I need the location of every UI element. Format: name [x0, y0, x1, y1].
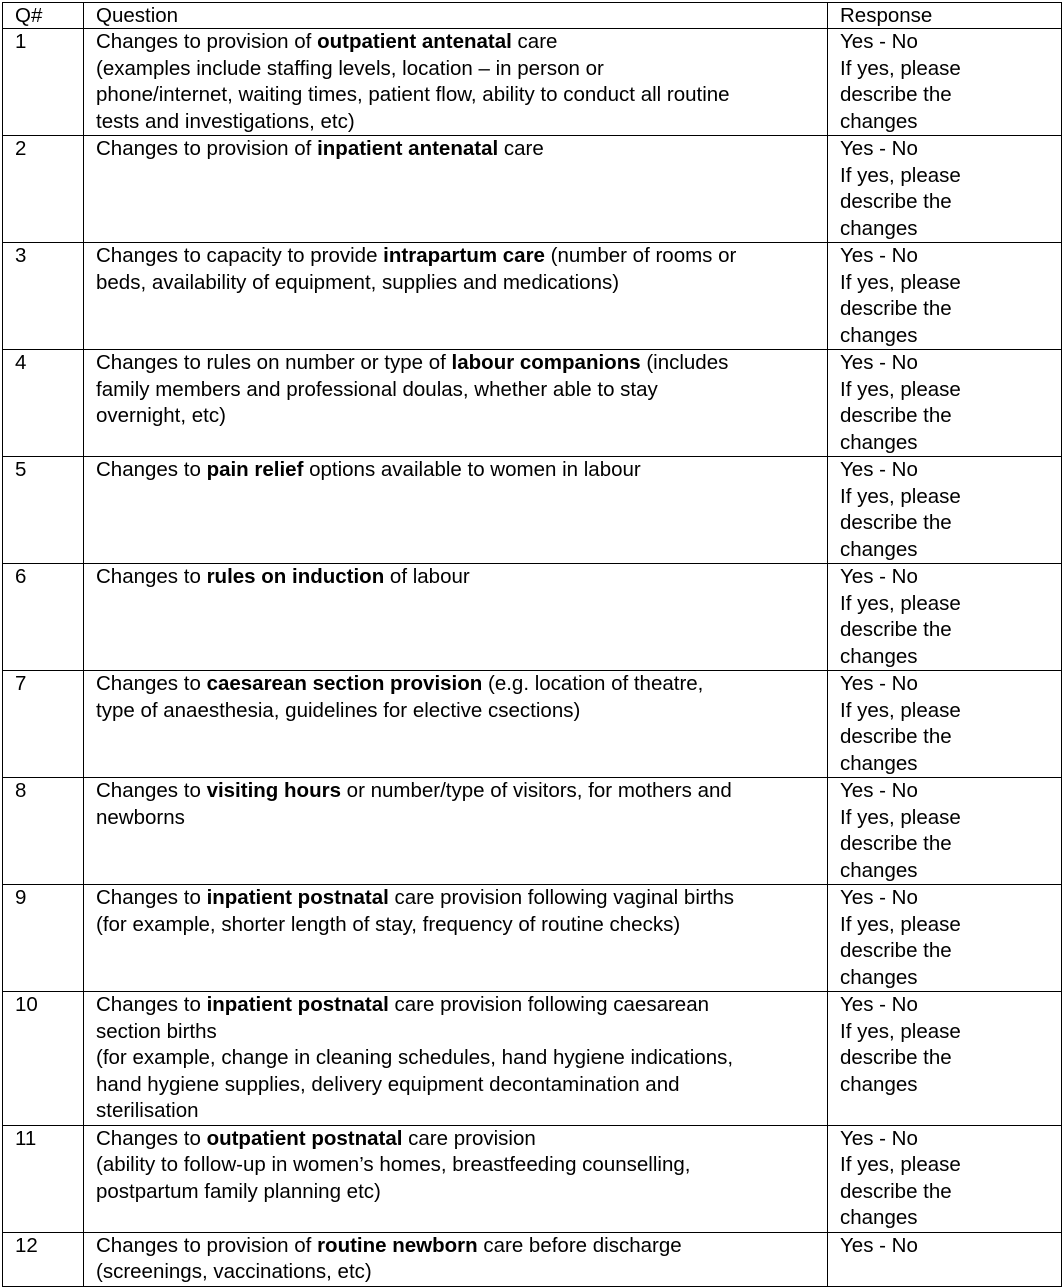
question-text: [84, 1232, 828, 1286]
question-emphasis: inpatient postnatal: [206, 886, 389, 909]
question-number: 3: [3, 243, 84, 350]
question-text: [84, 1125, 828, 1232]
response-instruction: describe the: [840, 83, 952, 106]
response-instruction: If yes, please: [840, 1153, 961, 1176]
question-emphasis: inpatient postnatal: [206, 993, 389, 1016]
question-number: 2: [3, 136, 84, 243]
question-fragment: Changes to rules on number or type of: [96, 351, 452, 374]
response-instruction: describe the: [840, 618, 952, 641]
question-line: [96, 1152, 827, 1179]
table-row: [3, 350, 1062, 457]
response-options: Yes - No: [840, 886, 918, 909]
table-row: [3, 1232, 1062, 1286]
response-instruction: changes: [840, 1206, 918, 1229]
question-emphasis: labour companions: [451, 351, 641, 374]
table-row: [3, 671, 1062, 778]
response-instruction: describe the: [840, 832, 952, 855]
table-row: [3, 457, 1062, 564]
response-instruction: changes: [840, 323, 918, 347]
response-cell: [828, 243, 1062, 350]
question-emphasis: pain relief: [206, 458, 304, 481]
question-number: 11: [3, 1125, 84, 1232]
question-fragment: (for example, change in cleaning schedules, hand hygiene indications,: [96, 1046, 734, 1069]
question-line: [96, 698, 827, 725]
question-fragment: overnight, etc): [96, 404, 226, 427]
response-options: Yes - No: [840, 351, 918, 374]
response-options: Yes - No: [840, 244, 918, 267]
response-instruction: changes: [840, 751, 918, 775]
question-line: [96, 1233, 827, 1260]
question-emphasis: caesarean section provision: [206, 672, 483, 695]
question-fragment: care provision following vaginal births: [388, 886, 735, 909]
response-cell: [828, 1125, 1062, 1232]
question-fragment: (e.g. location of theatre,: [482, 672, 704, 695]
question-number: 10: [3, 992, 84, 1126]
response-instruction: describe the: [840, 1179, 952, 1203]
question-text: [84, 243, 828, 350]
question-fragment: Changes to provision of: [96, 137, 318, 160]
response-instruction: If yes, please: [840, 591, 961, 615]
question-fragment: Changes to: [96, 565, 207, 588]
response-options: Yes - No: [840, 672, 918, 695]
response-instruction: describe the: [840, 725, 952, 748]
header-num: Q#: [3, 3, 84, 29]
response-options: Yes - No: [840, 137, 918, 160]
question-line: [96, 29, 827, 56]
question-line: [96, 457, 827, 484]
question-line: [96, 82, 827, 109]
response-cell: [828, 350, 1062, 457]
response-instruction: describe the: [840, 939, 952, 962]
question-text: [84, 136, 828, 243]
question-emphasis: routine newborn: [317, 1233, 478, 1257]
question-line: [96, 56, 827, 83]
question-emphasis: intrapartum care: [383, 244, 545, 267]
table-row: [3, 885, 1062, 992]
response-instruction: If yes, please: [840, 377, 961, 401]
response-options: Yes - No: [840, 993, 918, 1016]
table-row: [3, 243, 1062, 350]
table-row: [3, 1125, 1062, 1232]
question-number: 9: [3, 885, 84, 992]
table-row: [3, 992, 1062, 1126]
response-instruction: describe the: [840, 190, 952, 213]
header-response: Response: [828, 3, 1062, 29]
response-cell: [828, 671, 1062, 778]
question-line: [96, 350, 827, 377]
table-header: [3, 3, 1062, 29]
question-fragment: Changes to: [96, 779, 207, 802]
question-line: [96, 1098, 827, 1125]
survey-table: [2, 2, 1062, 1287]
response-options: Yes - No: [840, 458, 918, 481]
response-instruction: If yes, please: [840, 698, 961, 722]
question-fragment: newborns: [96, 805, 185, 829]
question-fragment: beds, availability of equipment, supplies and medications): [96, 270, 620, 294]
question-fragment: phone/internet, waiting times, patient flow, ability to conduct all routine: [96, 83, 730, 106]
response-options: Yes - No: [840, 30, 918, 53]
response-cell: [828, 778, 1062, 885]
question-fragment: family members and professional doulas, whether able to stay: [96, 377, 658, 401]
question-line: [96, 671, 827, 698]
response-instruction: changes: [840, 858, 918, 882]
question-fragment: (includes: [640, 351, 729, 374]
question-fragment: (screenings, vaccinations, etc): [96, 1260, 372, 1283]
question-line: [96, 885, 827, 912]
response-instruction: changes: [840, 537, 918, 561]
response-cell: [828, 29, 1062, 136]
question-fragment: care provision following caesarean: [388, 993, 709, 1016]
response-instruction: changes: [840, 430, 918, 454]
question-fragment: Changes to: [96, 886, 207, 909]
question-fragment: section births: [96, 1019, 217, 1043]
question-text: [84, 564, 828, 671]
question-fragment: hand hygiene supplies, delivery equipment decontamination and: [96, 1072, 680, 1096]
question-fragment: care provision: [402, 1126, 536, 1150]
table-row: [3, 564, 1062, 671]
question-emphasis: outpatient antenatal: [317, 30, 512, 53]
question-number: 8: [3, 778, 84, 885]
response-instruction: If yes, please: [840, 163, 961, 187]
question-line: [96, 564, 827, 591]
table-body: [3, 29, 1062, 1287]
question-text: [84, 29, 828, 136]
question-number: 7: [3, 671, 84, 778]
question-fragment: Changes to: [96, 993, 207, 1016]
question-fragment: Changes to provision of: [96, 1233, 318, 1257]
response-instruction: changes: [840, 216, 918, 240]
question-line: [96, 243, 827, 270]
question-text: [84, 671, 828, 778]
question-fragment: of labour: [384, 565, 470, 588]
question-line: [96, 1045, 827, 1072]
table-row: [3, 29, 1062, 136]
response-cell: [828, 564, 1062, 671]
question-fragment: care: [511, 30, 558, 53]
table-row: [3, 778, 1062, 885]
question-fragment: (number of rooms or: [544, 244, 737, 267]
header-row: [3, 3, 1062, 29]
question-emphasis: outpatient postnatal: [206, 1126, 403, 1150]
response-cell: [828, 1232, 1062, 1286]
response-options: Yes - No: [840, 565, 918, 588]
question-line: [96, 109, 827, 136]
question-number: 4: [3, 350, 84, 457]
response-instruction: If yes, please: [840, 912, 961, 936]
question-line: [96, 805, 827, 832]
response-instruction: changes: [840, 1072, 918, 1096]
question-fragment: (examples include staffing levels, location – in person or: [96, 56, 604, 80]
question-line: [96, 270, 827, 297]
response-instruction: changes: [840, 965, 918, 989]
question-fragment: (for example, shorter length of stay, frequency of routine checks): [96, 912, 681, 936]
header-question: Question: [84, 3, 828, 29]
response-instruction: If yes, please: [840, 270, 961, 294]
question-fragment: care: [498, 137, 544, 160]
question-emphasis: visiting hours: [206, 779, 341, 802]
question-line: [96, 778, 827, 805]
question-line: [96, 377, 827, 404]
question-fragment: Changes to: [96, 672, 207, 695]
question-number: 1: [3, 29, 84, 136]
question-number: 12: [3, 1232, 84, 1286]
response-instruction: describe the: [840, 1046, 952, 1069]
response-options: Yes - No: [840, 1126, 918, 1150]
question-line: [96, 1019, 827, 1046]
question-text: [84, 992, 828, 1126]
question-number: 6: [3, 564, 84, 671]
question-emphasis: rules on induction: [206, 565, 385, 588]
question-line: [96, 1259, 827, 1286]
response-options: Yes - No: [840, 779, 918, 802]
response-cell: [828, 457, 1062, 564]
response-cell: [828, 136, 1062, 243]
question-emphasis: inpatient antenatal: [317, 137, 499, 160]
question-fragment: postpartum family planning etc): [96, 1179, 381, 1203]
question-line: [96, 1179, 827, 1206]
question-fragment: sterilisation: [96, 1099, 199, 1122]
question-line: [96, 1126, 827, 1153]
question-fragment: Changes to: [96, 458, 207, 481]
question-line: [96, 912, 827, 939]
response-instruction: describe the: [840, 511, 952, 534]
question-line: [96, 1072, 827, 1099]
response-cell: [828, 992, 1062, 1126]
response-instruction: If yes, please: [840, 805, 961, 829]
question-text: [84, 350, 828, 457]
question-fragment: options available to women in labour: [303, 458, 641, 481]
question-fragment: type of anaesthesia, guidelines for elective csections): [96, 698, 581, 722]
question-line: [96, 136, 827, 163]
question-fragment: Changes to capacity to provide: [96, 244, 384, 267]
response-instruction: describe the: [840, 404, 952, 427]
question-fragment: tests and investigations, etc): [96, 109, 355, 133]
question-number: 5: [3, 457, 84, 564]
table-row: [3, 136, 1062, 243]
response-instruction: If yes, please: [840, 56, 961, 80]
response-options: Yes - No: [840, 1233, 918, 1257]
response-instruction: describe the: [840, 297, 952, 320]
question-text: [84, 457, 828, 564]
question-text: [84, 885, 828, 992]
response-instruction: changes: [840, 644, 918, 668]
response-cell: [828, 885, 1062, 992]
question-fragment: (ability to follow-up in women’s homes, breastfeeding counselling,: [96, 1153, 691, 1176]
question-fragment: Changes to provision of: [96, 30, 318, 53]
response-instruction: If yes, please: [840, 484, 961, 508]
question-fragment: Changes to: [96, 1126, 207, 1150]
question-line: [96, 403, 827, 430]
response-instruction: changes: [840, 109, 918, 133]
response-instruction: If yes, please: [840, 1019, 961, 1043]
question-fragment: care before discharge: [477, 1233, 682, 1257]
question-text: [84, 778, 828, 885]
question-fragment: or number/type of visitors, for mothers and: [340, 779, 732, 802]
question-line: [96, 992, 827, 1019]
